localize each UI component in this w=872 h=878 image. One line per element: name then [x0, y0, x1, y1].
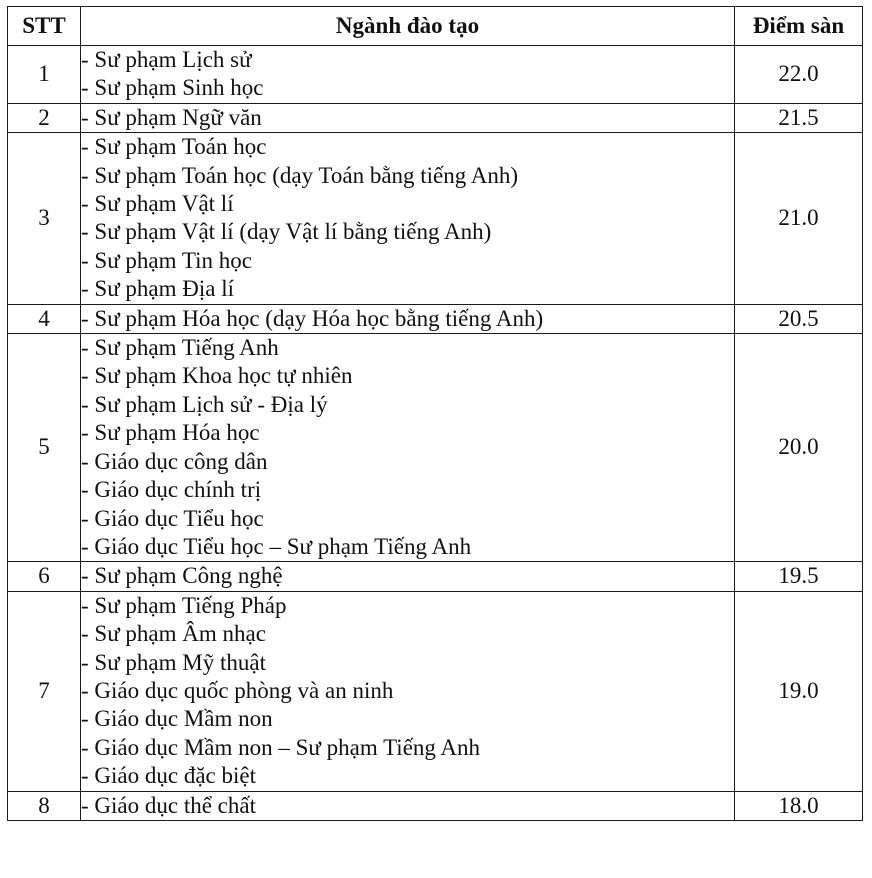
- row-majors: [81, 304, 735, 333]
- major-item: - Sư phạm Tin học: [81, 247, 252, 273]
- row-score: 19.5: [735, 562, 863, 591]
- table-row: [8, 791, 863, 820]
- major-item: - Giáo dục Tiểu học – Sư phạm Tiếng Anh: [81, 533, 472, 559]
- table-row: [8, 103, 863, 132]
- major-item: - Sư phạm Tiếng Pháp: [81, 592, 287, 618]
- major-item: - Sư phạm Sinh học: [81, 75, 264, 101]
- table-row: [8, 304, 863, 333]
- row-stt: 6: [8, 562, 81, 591]
- major-item: - Giáo dục công dân: [81, 448, 268, 474]
- major-item: - Sư phạm Hóa học: [81, 420, 260, 446]
- header-stt: STT: [8, 7, 81, 46]
- major-item: - Sư phạm Mỹ thuật: [81, 649, 266, 675]
- row-majors: [81, 133, 735, 304]
- major-item: - Sư phạm Ngữ văn: [81, 104, 262, 130]
- row-stt: 8: [8, 791, 81, 820]
- major-item: - Giáo dục quốc phòng và an ninh: [81, 677, 394, 703]
- row-stt: 2: [8, 103, 81, 132]
- row-score: 19.0: [735, 591, 863, 791]
- row-stt: 7: [8, 591, 81, 791]
- major-item: - Giáo dục đặc biệt: [81, 763, 256, 789]
- row-stt: 4: [8, 304, 81, 333]
- major-item: - Giáo dục Tiểu học: [81, 505, 264, 531]
- table-row: [8, 334, 863, 562]
- row-stt: 1: [8, 46, 81, 104]
- row-score: 20.5: [735, 304, 863, 333]
- major-item: - Giáo dục thể chất: [81, 792, 256, 818]
- table-body: [8, 46, 863, 821]
- table-row: [8, 562, 863, 591]
- row-score: 22.0: [735, 46, 863, 104]
- row-majors: [81, 562, 735, 591]
- row-score: 21.5: [735, 103, 863, 132]
- header-major: Ngành đào tạo: [81, 7, 735, 46]
- row-score: 18.0: [735, 791, 863, 820]
- document-page: [7, 6, 863, 821]
- major-item: - Sư phạm Lịch sử - Địa lý: [81, 391, 328, 417]
- header-row: [8, 7, 863, 46]
- major-item: - Sư phạm Toán học (dạy Toán bằng tiếng Anh): [81, 162, 519, 188]
- table-row: [8, 591, 863, 791]
- major-item: - Sư phạm Âm nhạc: [81, 621, 266, 647]
- table-row: [8, 46, 863, 104]
- row-majors: [81, 46, 735, 104]
- major-item: - Sư phạm Lịch sử: [81, 47, 252, 72]
- row-majors: [81, 791, 735, 820]
- row-majors: [81, 334, 735, 562]
- major-item: - Sư phạm Địa lí: [81, 276, 235, 302]
- major-item: - Sư phạm Vật lí (dạy Vật lí bằng tiếng Anh): [81, 219, 492, 245]
- major-item: - Sư phạm Hóa học (dạy Hóa học bằng tiếng Anh): [81, 305, 544, 331]
- header-score: Điểm sàn: [735, 7, 863, 46]
- row-score: 21.0: [735, 133, 863, 304]
- major-item: - Sư phạm Công nghệ: [81, 563, 283, 589]
- row-majors: [81, 103, 735, 132]
- major-item: - Sư phạm Tiếng Anh: [81, 335, 279, 361]
- major-item: - Giáo dục Mầm non – Sư phạm Tiếng Anh: [81, 734, 480, 760]
- major-item: - Giáo dục chính trị: [81, 477, 262, 503]
- major-item: - Sư phạm Vật lí: [81, 191, 234, 217]
- major-item: - Sư phạm Toán học: [81, 134, 267, 160]
- major-item: - Giáo dục Mầm non: [81, 706, 273, 732]
- row-majors: [81, 591, 735, 791]
- table-row: [8, 133, 863, 304]
- major-item: - Sư phạm Khoa học tự nhiên: [81, 363, 353, 389]
- row-score: 20.0: [735, 334, 863, 562]
- score-table: [7, 6, 863, 821]
- row-stt: 5: [8, 334, 81, 562]
- row-stt: 3: [8, 133, 81, 304]
